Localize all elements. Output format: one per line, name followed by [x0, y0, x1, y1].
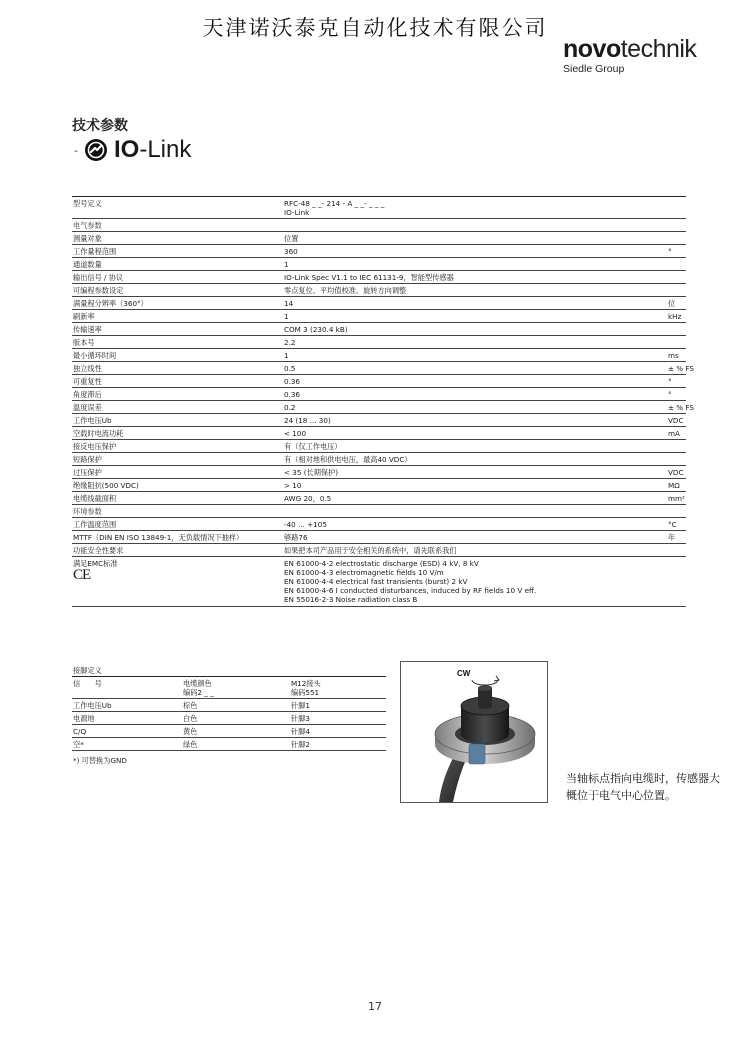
spec-row: [72, 245, 686, 258]
spec-row: [72, 310, 686, 323]
pin-table-header-row: [72, 677, 386, 699]
section-title: 技术参数: [72, 118, 128, 134]
pin-m12: 针脚1: [290, 699, 386, 712]
spec-unit: MΩ: [668, 479, 686, 492]
spec-row: [72, 336, 686, 349]
spec-unit: [668, 453, 686, 466]
spec-unit: [668, 440, 686, 453]
spec-row: [72, 219, 686, 232]
sensor-photo: [400, 661, 548, 803]
io-link-label-rest: -Link: [139, 136, 192, 163]
pin-header-m12-label: M12接头: [291, 679, 321, 688]
spec-unit: °: [668, 375, 686, 388]
spec-value: 1: [283, 349, 668, 362]
spec-label: 独立线性: [72, 362, 283, 375]
interface-dash: -: [74, 143, 78, 157]
spec-value: IO-Link Spec V1.1 to IEC 61131-9，智能型传感器: [283, 271, 668, 284]
emc-label-cell: [72, 557, 283, 607]
spec-unit: mm²: [668, 492, 686, 505]
spec-row: [72, 427, 686, 440]
pin-table-title: 接脚定义: [72, 664, 386, 677]
spec-value: [283, 197, 668, 219]
spec-value: 2.2: [283, 336, 668, 349]
spec-row: [72, 505, 686, 518]
spec-unit: mA: [668, 427, 686, 440]
spec-row: [72, 479, 686, 492]
pin-signal: 空*: [72, 738, 182, 751]
pin-row: [72, 725, 386, 738]
spec-row-emc: [72, 557, 686, 607]
spec-unit: ms: [668, 349, 686, 362]
spec-row: [72, 232, 686, 245]
pin-header-signal: [72, 677, 182, 699]
emc-standard-line: EN 61000-4-3 electromagnetic fields 10 V/m: [284, 568, 444, 577]
pin-header-cable-code: 编码2 _ _: [183, 688, 214, 697]
spec-label: 通道数量: [72, 258, 283, 271]
pin-signal: C/Q: [72, 725, 182, 738]
spec-value: COM 3 (230.4 kB): [283, 323, 668, 336]
spec-row: [72, 323, 686, 336]
spec-label: 工作温度范围: [72, 518, 283, 531]
spec-label: 传输速率: [72, 323, 283, 336]
spec-value: < 100: [283, 427, 668, 440]
spec-value: 0.5: [283, 362, 668, 375]
spec-row: [72, 518, 686, 531]
spec-label: 过压保护: [72, 466, 283, 479]
pin-table-title-row: [72, 664, 386, 677]
spec-row: [72, 531, 686, 544]
spec-label: 接反电压保护: [72, 440, 283, 453]
spec-value: [283, 219, 668, 232]
spec-label: 环境参数: [72, 505, 283, 518]
pin-table-note: *) 可替换为GND: [73, 756, 127, 765]
pin-header-cable: [182, 677, 290, 699]
spec-value: > 10: [283, 479, 668, 492]
spec-row: [72, 375, 686, 388]
spec-unit: °C: [668, 518, 686, 531]
emc-standard-line: EN 61000-4-4 electrical fast transients (burst) 2 kV: [284, 577, 468, 586]
pin-signal: 工作电压Ub: [72, 699, 182, 712]
pin-row: [72, 738, 386, 751]
spec-value: < 35 (长期保护): [283, 466, 668, 479]
spec-label: 可重复性: [72, 375, 283, 388]
spec-row: [72, 297, 686, 310]
spec-unit: [668, 232, 686, 245]
spec-unit: kHz: [668, 310, 686, 323]
spec-label: 功能安全性要求: [72, 544, 283, 557]
pin-cable-color: 棕色: [182, 699, 290, 712]
spec-value: 14: [283, 297, 668, 310]
spec-unit: ± % FS: [668, 362, 686, 375]
spec-label: 刷新率: [72, 310, 283, 323]
spec-value: 0.2: [283, 401, 668, 414]
spec-unit: °: [668, 388, 686, 401]
spec-unit: [668, 271, 686, 284]
spec-value: 24 (18 ... 30): [283, 414, 668, 427]
spec-value: 如果把本司产品用于安全相关的系统中，请先联系我们: [283, 544, 668, 557]
pin-header-cable-label: 电缆颜色: [183, 679, 212, 688]
spec-label: 工作量程范围: [72, 245, 283, 258]
spec-value: 1: [283, 310, 668, 323]
spec-label: 满量程分辨率（360°）: [72, 297, 283, 310]
spec-table: [72, 196, 694, 607]
spec-unit: [668, 284, 686, 297]
pin-cable-color: 白色: [182, 712, 290, 725]
spec-value-line: RFC-48 _ _- 214 - A _ _- _ _ _: [284, 199, 385, 208]
spec-value: [283, 505, 668, 518]
spec-unit: [668, 258, 686, 271]
sensor-illustration: [401, 662, 547, 802]
spec-unit: [668, 219, 686, 232]
spec-label: 空载时电流功耗: [72, 427, 283, 440]
spec-unit: ± % FS: [668, 401, 686, 414]
spec-unit: [668, 557, 686, 607]
spec-value: 位置: [283, 232, 668, 245]
emc-standard-line: EN 55016-2-3 Noise radiation class B: [284, 595, 418, 604]
spec-label: 版本号: [72, 336, 283, 349]
spec-value: 0.36: [283, 375, 668, 388]
spec-row: [72, 466, 686, 479]
emc-standard-line: EN 61000-4-6 I conducted disturbances, induced by RF fields 10 V eff.: [284, 586, 537, 595]
spec-value: 零点复位、平均值校准、旋转方向调整: [283, 284, 668, 297]
spec-unit: [668, 505, 686, 518]
pin-m12: 针脚2: [290, 738, 386, 751]
emc-label: 满足EMC标准: [73, 559, 118, 568]
spec-row: [72, 258, 686, 271]
ce-mark-icon: CE: [73, 567, 91, 583]
spec-row: [72, 271, 686, 284]
spec-label: 最小循环时间: [72, 349, 283, 362]
pin-cable-color: 绿色: [182, 738, 290, 751]
spec-row: [72, 440, 686, 453]
brand-logo: [563, 36, 696, 75]
spec-value: 有（相对地和供电电压，最高40 VDC）: [283, 453, 668, 466]
spec-row: [72, 544, 686, 557]
spec-row: [72, 284, 686, 297]
spec-label: 短路保护: [72, 453, 283, 466]
spec-label: 工作电压Ub: [72, 414, 283, 427]
spec-label: 电缆线截面积: [72, 492, 283, 505]
spec-row: [72, 388, 686, 401]
io-link-label-bold: IO: [113, 136, 140, 163]
emc-standards: [283, 557, 668, 607]
spec-label: 型号定义: [72, 197, 283, 219]
spec-unit: [668, 544, 686, 557]
spec-value: 有（仅工作电压）: [283, 440, 668, 453]
photo-caption: 当轴标点指向电缆时，传感器大概位于电气中心位置。: [566, 772, 720, 802]
spec-value: 360: [283, 245, 668, 258]
brand-name-light: technik: [620, 35, 697, 63]
spec-unit: [668, 336, 686, 349]
spec-label: 输出信号 / 协议: [72, 271, 283, 284]
spec-label: 绝缘阻抗(500 VDC): [72, 479, 283, 492]
brand-name-bold: novo: [563, 35, 621, 63]
pin-row: [72, 699, 386, 712]
pin-signal: 电源地: [72, 712, 182, 725]
brand-wordmark: [563, 36, 696, 62]
spec-unit: VDC: [668, 414, 686, 427]
emc-standard-line: EN 61000-4-2 electrostatic discharge (ESD) 4 kV, 8 kV: [284, 559, 479, 568]
spec-unit: °: [668, 245, 686, 258]
pin-cable-color: 黄色: [182, 725, 290, 738]
company-header: 天津诺沃泰克自动化技术有限公司: [202, 16, 548, 40]
spec-unit: 年: [668, 531, 686, 544]
pin-header-m12-code: 编码551: [291, 688, 320, 697]
spec-value: 0.36: [283, 388, 668, 401]
spec-row: [72, 453, 686, 466]
spec-label: 电气参数: [72, 219, 283, 232]
spec-unit: VDC: [668, 466, 686, 479]
spec-row: [72, 414, 686, 427]
spec-table-body: [72, 197, 694, 607]
spec-unit: [668, 323, 686, 336]
spec-value: AWG 20，0.5: [283, 492, 668, 505]
cw-label: CW: [457, 669, 471, 678]
spec-label: MTTF（DIN EN ISO 13849-1，无负载情况下抽样）: [72, 531, 283, 544]
spec-row: [72, 401, 686, 414]
spec-label: 可编程参数设定: [72, 284, 283, 297]
io-link-label: [114, 136, 191, 164]
spec-label: 温度误差: [72, 401, 283, 414]
interface-heading: [74, 134, 191, 166]
brand-subtitle: Siedle Group: [563, 63, 625, 75]
spec-row: [72, 362, 686, 375]
page-number: 17: [368, 1000, 382, 1013]
pin-header-signal-label: 信 号: [73, 679, 102, 688]
spec-label: 角度滞后: [72, 388, 283, 401]
spec-row: [72, 349, 686, 362]
pin-m12: 针脚4: [290, 725, 386, 738]
spec-row: [72, 492, 686, 505]
spec-unit: [668, 197, 686, 219]
spec-row: [72, 197, 686, 219]
pin-row: [72, 712, 386, 725]
spec-label: 测量对象: [72, 232, 283, 245]
spec-value-line: IO-Link: [284, 208, 310, 217]
pin-m12: 针脚3: [290, 712, 386, 725]
spec-value: 够路76: [283, 531, 668, 544]
spec-value: -40 ... +105: [283, 518, 668, 531]
pin-header-m12: [290, 677, 386, 699]
pin-table: [72, 664, 386, 751]
spec-value: 1: [283, 258, 668, 271]
io-link-logo-icon: [84, 138, 108, 162]
spec-unit: 位: [668, 297, 686, 310]
